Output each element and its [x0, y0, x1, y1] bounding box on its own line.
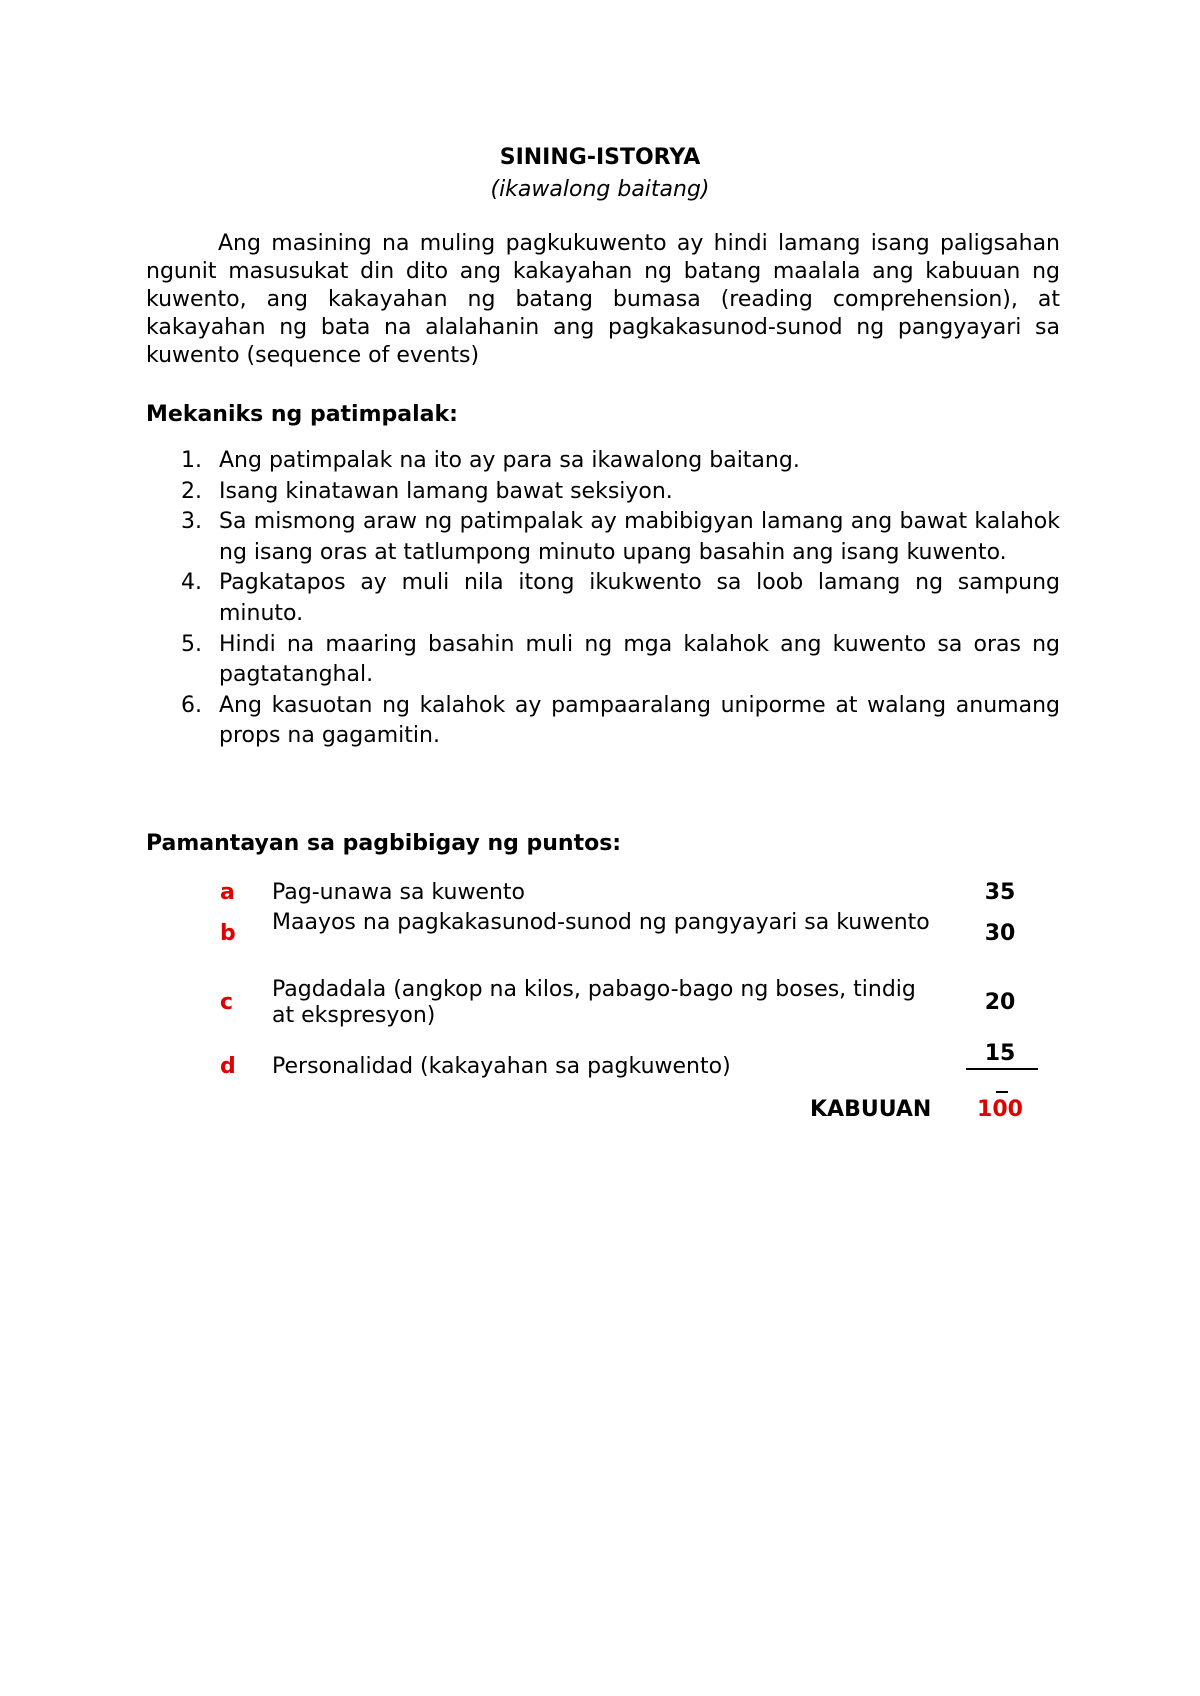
- criteria-points: 20: [984, 990, 1016, 1015]
- criteria-letter: d: [220, 1054, 236, 1079]
- criteria-points: 30: [984, 921, 1016, 946]
- criteria-letter: a: [220, 880, 235, 905]
- list-item-text: Hindi na maaring basahin muli ng mga kalahok ang kuwento sa oras ng pagtatanghal.: [219, 631, 1060, 688]
- criteria-label: Pag-unawa sa kuwento: [272, 880, 525, 905]
- intro-paragraph: Ang masining na muling pagkukuwento ay hindi lamang isang paligsahan ngunit masusukat din dito ang kakayahan ng batang maalala ang kabuuan ng kuwento, ang kakayahan ng batang bumasa (reading comprehension), at kakayahan ng bata na alalahanin ang pagkakasunod-sunod ng pangyayari sa kuwento (sequence of events): [146, 231, 1060, 368]
- document-title: SINING-ISTORYA: [499, 145, 701, 170]
- criteria-label: Maayos na pagkakasunod-sunod ng pangyayari sa kuwento: [272, 910, 930, 935]
- list-item-text: Pagkatapos ay muli nila itong ikukwento sa loob lamang ng sampung minuto.: [219, 570, 1060, 626]
- criteria-label: Personalidad (kakayahan sa pagkuwento): [272, 1054, 731, 1079]
- total-rule-line: [966, 1068, 1038, 1070]
- list-item-number: 5.: [181, 631, 202, 657]
- rules-list: [146, 446, 1060, 752]
- list-item-text: Sa mismong araw ng patimpalak ay mabibigyan lamang ang bawat kalahok ng isang oras at tatlumpong minuto upang basahin ang isang kuwento.: [219, 509, 1060, 565]
- list-item: [146, 568, 1060, 629]
- criteria-points: 15: [984, 1041, 1016, 1066]
- list-item: [146, 630, 1060, 691]
- total-rule-tick: [996, 1091, 1008, 1093]
- list-item-number: 2.: [181, 478, 202, 504]
- criteria-heading: Pamantayan sa pagbibigay ng puntos:: [146, 831, 622, 856]
- list-item-number: 3.: [181, 509, 202, 535]
- list-item: [146, 691, 1060, 752]
- list-item-text: Isang kinatawan lamang bawat seksiyon.: [219, 478, 673, 504]
- list-item: [146, 507, 1060, 568]
- list-item: [146, 446, 1060, 477]
- total-label: KABUUAN: [810, 1097, 932, 1122]
- criteria-label: Pagdadala (angkop na kilos, pabago-bago ng boses, tindig at ekspresyon): [272, 977, 916, 1028]
- criteria-letter: b: [220, 921, 236, 946]
- list-item-text: Ang patimpalak na ito ay para sa ikawalong baitang.: [219, 448, 800, 473]
- criteria-points: 35: [984, 880, 1016, 905]
- list-item-number: 4.: [181, 570, 202, 596]
- list-item: [146, 477, 1060, 508]
- mechanics-heading: Mekaniks ng patimpalak:: [146, 402, 458, 427]
- total-value: 100: [977, 1097, 1023, 1122]
- list-item-number: 1.: [181, 448, 202, 473]
- list-item-text: Ang kasuotan ng kalahok ay pampaaralang uniporme at walang anumang props na gagamitin.: [219, 692, 1060, 749]
- criteria-letter: c: [220, 990, 234, 1015]
- list-item-number: 6.: [181, 692, 202, 718]
- document-subtitle: (ikawalong baitang): [490, 177, 710, 202]
